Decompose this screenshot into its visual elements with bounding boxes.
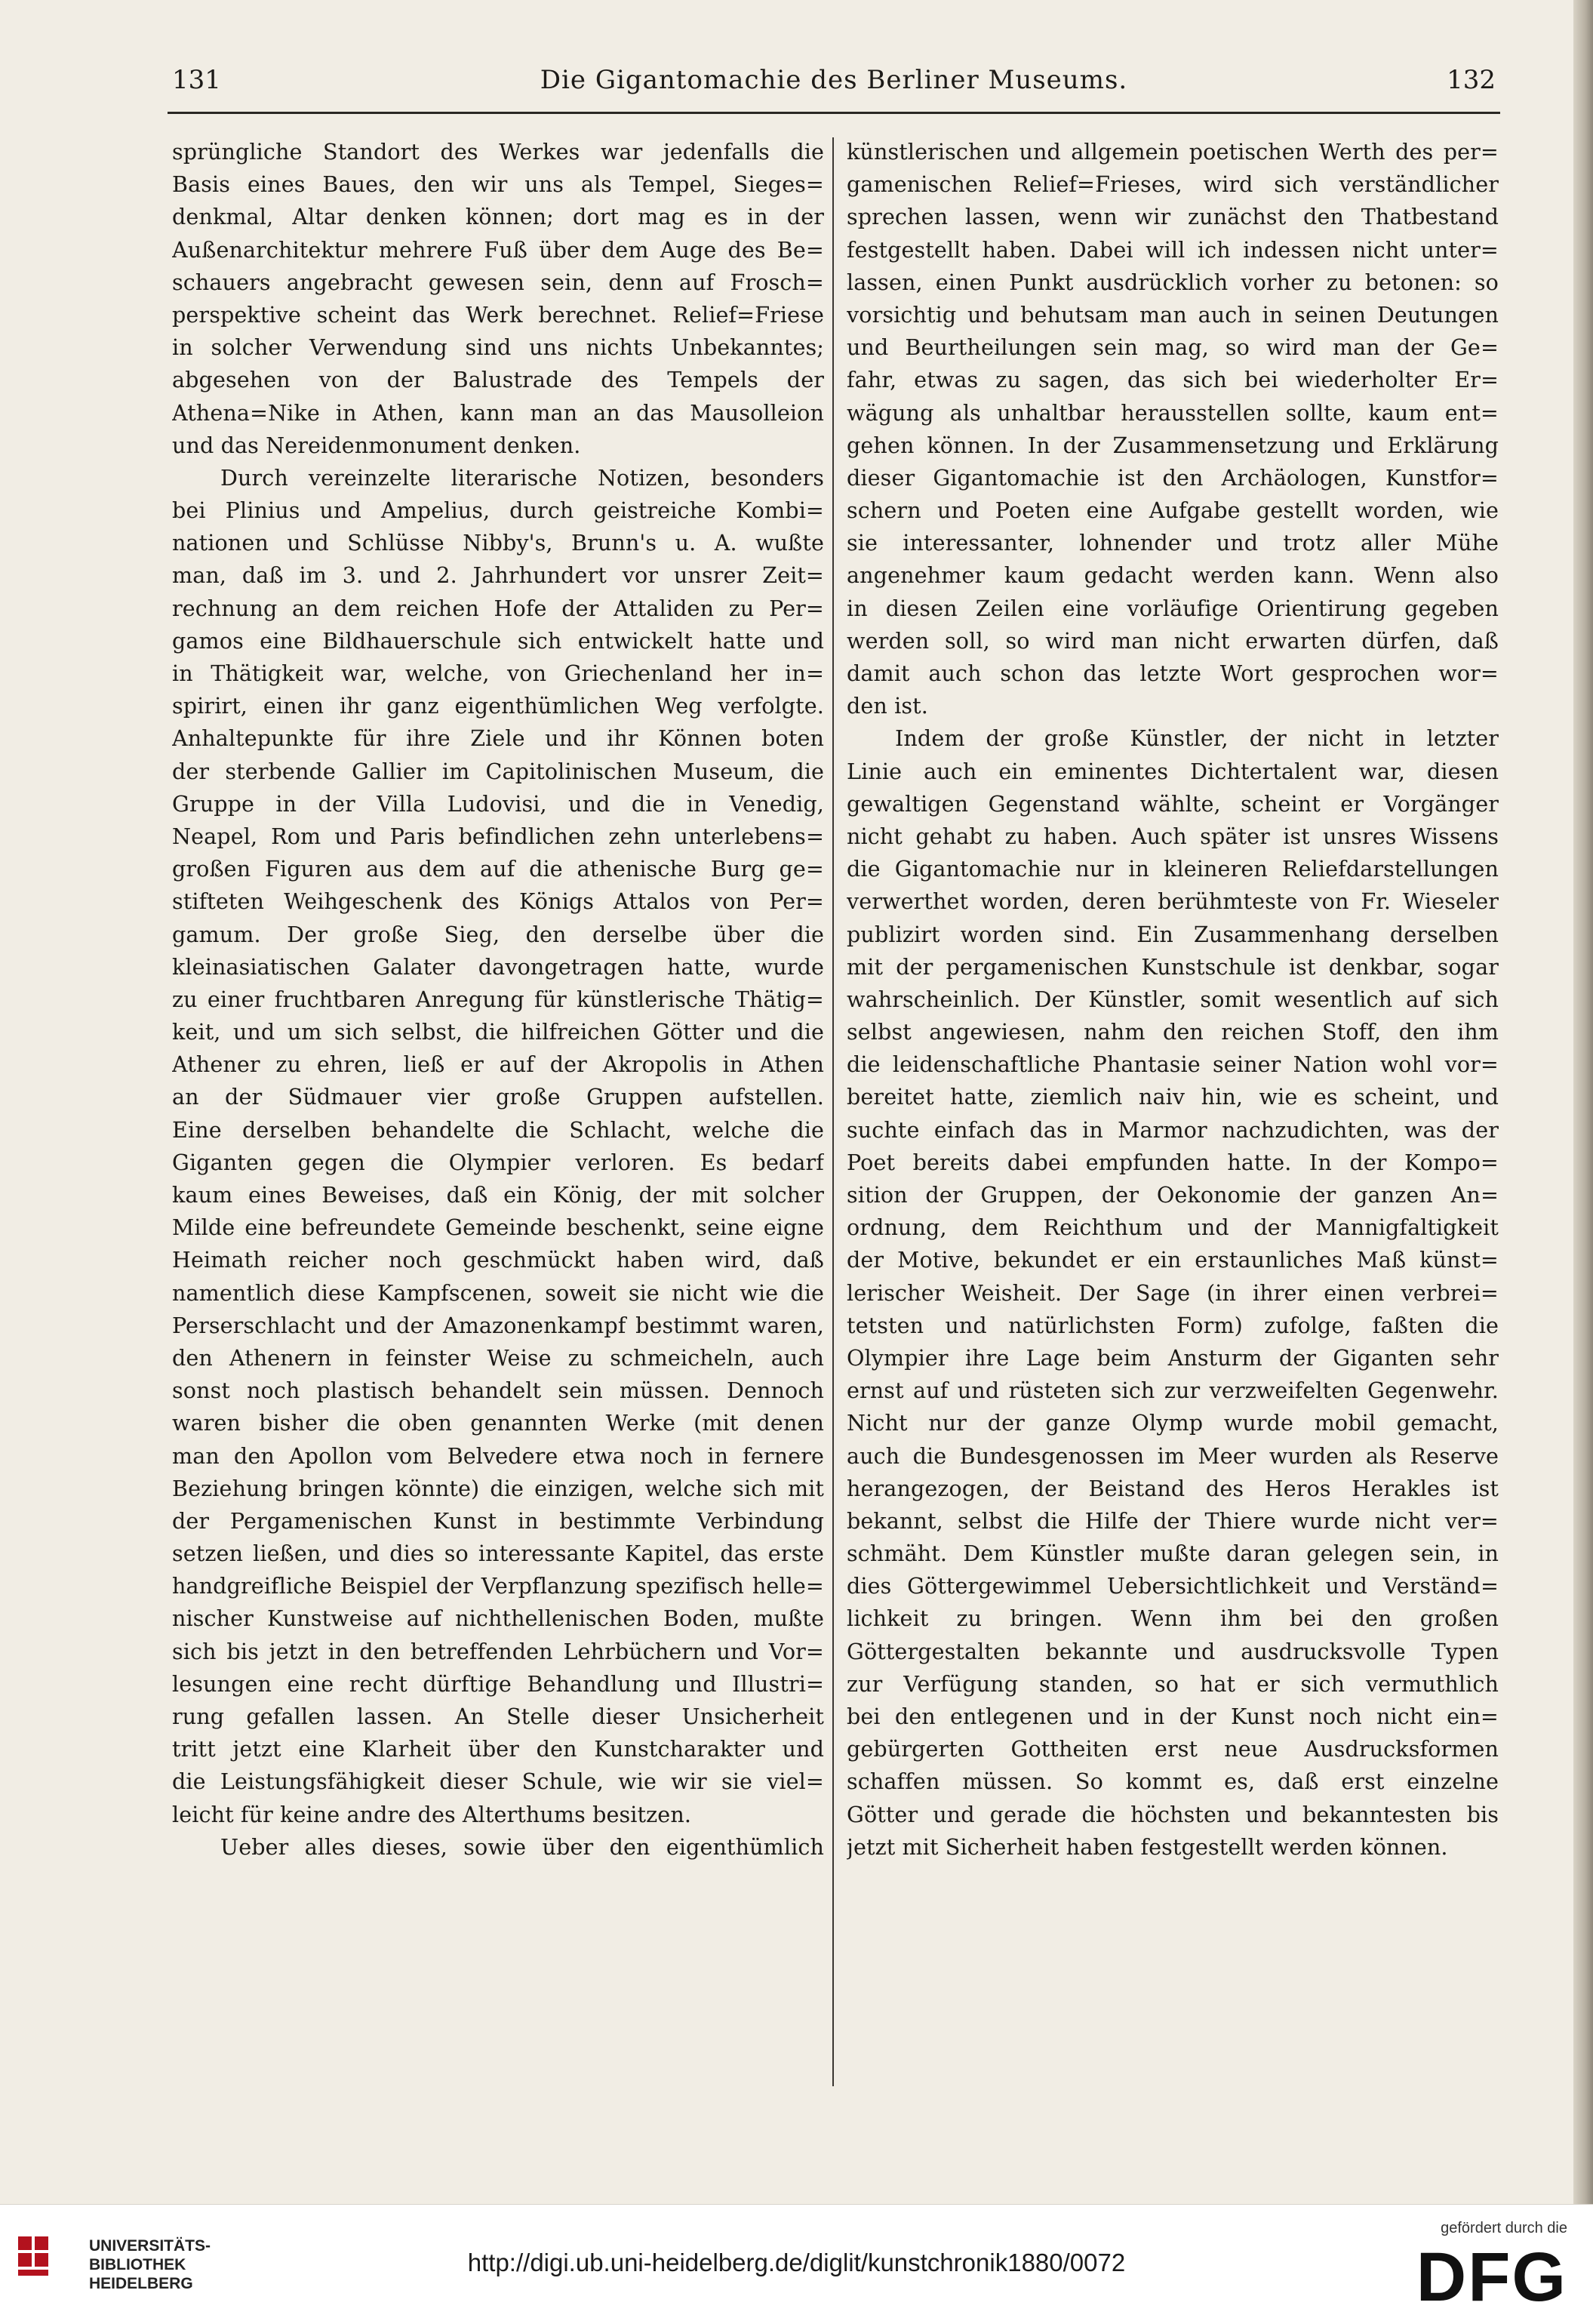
text-line: zu einer fruchtbaren Anregung für künstlerische Thätig= [172, 986, 824, 1012]
text-line: ernst auf und rüsteten sich zur verzweifelten Gegenwehr. [847, 1377, 1499, 1404]
text-line: in solcher Verwendung sind uns nichts Unbekanntes; [172, 334, 824, 361]
text-line: man den Apollon vom Belvedere etwa noch in fernere [172, 1442, 824, 1469]
text-line: Poet bereits dabei empfunden hatte. In der Kompo= [847, 1149, 1499, 1175]
text-line: Götter und gerade die höchsten und bekanntesten bis [847, 1801, 1499, 1827]
text-line: tetsten und natürlichsten Form) zufolge, faßten die [847, 1312, 1499, 1338]
text-line: gamenischen Relief=Frieses, wird sich verständlicher [847, 171, 1499, 198]
text-line: in diesen Zeilen eine vorläufige Orientirung gegeben [847, 595, 1499, 621]
text-line: und Beurtheilungen sein mag, so wird man der Ge= [847, 334, 1499, 361]
library-line: BIBLIOTHEK [89, 2256, 186, 2273]
text-line: spirirt, einen ihr ganz eigenthümlichen Weg verfolgte. [172, 693, 824, 719]
text-line: Athener zu ehren, ließ er auf der Akropolis in Athen [172, 1051, 824, 1078]
text-line: vorsichtig und behutsam man auch in seinen Deutungen [847, 301, 1499, 328]
text-line: Gruppe in der Villa Ludovisi, und die in Venedig, [172, 790, 824, 817]
text-line: publizirt worden sind. Ein Zusammenhang derselben [847, 921, 1499, 947]
text-line: der sterbende Gallier im Capitolinischen Museum, die [172, 758, 824, 784]
text-line: nicht gehabt zu haben. Auch später ist unsres Wissens [847, 823, 1499, 849]
text-line: bei Plinius und Ampelius, durch geistreiche Kombi= [172, 497, 824, 524]
right-column [847, 136, 1499, 2091]
text-line: gewaltigen Gegenstand wählte, scheint er Vorgänger [847, 790, 1499, 817]
text-line: lichkeit zu bringen. Wenn ihm bei den großen [847, 1605, 1499, 1632]
text-line: lerischer Weisheit. Der Sage (in ihrer einen verbrei= [847, 1279, 1499, 1306]
text-line: Ueber alles dieses, sowie über den eigenthümlich [220, 1833, 824, 1860]
text-line: ordnung, dem Reichthum und der Mannigfaltigkeit [847, 1214, 1499, 1241]
library-line: UNIVERSITÄTS- [89, 2237, 211, 2255]
text-line: Olympier ihre Lage beim Ansturm der Giganten sehr [847, 1344, 1499, 1371]
text-line: Durch vereinzelte literarische Notizen, besonders [220, 464, 824, 491]
text-line: rung gefallen lassen. An Stelle dieser Unsicherheit [172, 1704, 824, 1729]
text-line: bereitet hatte, ziemlich naiv hin, wie es scheint, und [847, 1084, 1499, 1110]
text-line: kleinasiatischen Galater davongetragen hatte, wurde [172, 953, 824, 980]
text-line: kaum eines Beweises, daß ein König, der mit solcher [172, 1182, 824, 1208]
text-line: sonst noch plastisch behandelt sein müssen. Dennoch [172, 1377, 824, 1404]
text-line: der Pergamenischen Kunst in bestimmte Verbindung [172, 1507, 824, 1534]
text-line: wägung als unhaltbar herausstellen sollte, kaum ent= [847, 399, 1499, 426]
text-line: Indem der große Künstler, der nicht in letzter [895, 725, 1499, 752]
text-line: bei den entlegenen und in der Kunst noch nicht ein= [847, 1704, 1499, 1729]
text-line: festgestellt haben. Dabei will ich indessen nicht unter= [847, 236, 1499, 263]
text-line: künstlerischen und allgemein poetischen Werth des per= [847, 139, 1499, 165]
page-number-right: 132 [1447, 65, 1496, 95]
text-line: die Gigantomachie nur in kleineren Reliefdarstellungen [847, 856, 1499, 882]
dfg-logo: DFG [1416, 2239, 1567, 2316]
text-line: Milde eine befreundete Gemeinde beschenkt, seine eigne [172, 1214, 824, 1241]
text-line: perspektive scheint das Werk berechnet. Relief=Friese [172, 301, 824, 328]
text-line: dies Göttergewimmel Uebersichtlichkeit und Verständ= [847, 1573, 1499, 1599]
text-line: handgreifliche Beispiel der Verpflanzung spezifisch helle= [172, 1573, 824, 1599]
text-line: sie interessanter, lohnender und trotz aller Mühe [847, 530, 1499, 556]
text-line: nischer Kunstweise auf nichthellenischen Boden, mußte [172, 1605, 824, 1632]
text-line: lesungen eine recht dürftige Behandlung und Illustri= [172, 1670, 824, 1697]
text-line: wahrscheinlich. Der Künstler, somit wesentlich auf sich [847, 986, 1499, 1012]
text-line: die Leistungsfähigkeit dieser Schule, wie wir sie viel= [172, 1768, 824, 1795]
text-line: damit auch schon das letzte Wort gesprochen wor= [847, 660, 1499, 686]
text-line: angenehmer kaum gedacht werden kann. Wenn also [847, 562, 1499, 589]
text-line: den ist. [847, 693, 928, 719]
running-header [172, 62, 1496, 104]
text-line: namentlich diese Kampfscenen, soweit sie nicht wie die [172, 1279, 824, 1306]
text-line: die leidenschaftliche Phantasie seiner Nation wohl vor= [847, 1051, 1499, 1078]
text-line: herangezogen, der Beistand des Heros Herakles ist [847, 1475, 1499, 1501]
text-line: abgesehen von der Balustrade des Tempels der [172, 367, 824, 393]
viewer-footer [0, 2204, 1593, 2324]
text-line: gehen können. In der Zusammensetzung und Erklärung [847, 432, 1499, 458]
text-line: schauers angebracht gewesen sein, denn auf Frosch= [172, 269, 824, 295]
text-line: in Thätigkeit war, welche, von Griechenland her in= [172, 660, 824, 686]
text-line: Giganten gegen die Olympier verloren. Es bedarf [172, 1149, 824, 1175]
text-line: und das Nereidenmonument denken. [172, 432, 581, 458]
text-line: man, daß im 3. und 2. Jahrhundert vor unsrer Zeit= [172, 562, 824, 589]
running-title: Die Gigantomachie des Berliner Museums. [540, 65, 1128, 95]
text-line: der Motive, bekundet er ein erstaunliches Maß künst= [847, 1247, 1499, 1273]
text-line: bekannt, selbst die Hilfe der Thiere wurde nicht ver= [847, 1507, 1499, 1534]
text-line: Nicht nur der ganze Olymp wurde mobil gemacht, [847, 1410, 1499, 1436]
text-line: Linie auch ein eminentes Dichtertalent war, diesen [847, 758, 1499, 784]
text-line: rechnung an dem reichen Hofe der Attaliden zu Per= [172, 595, 824, 621]
text-line: Außenarchitektur mehrere Fuß über dem Auge des Be= [172, 236, 824, 263]
text-line: zur Verfügung standen, so hat er sich vermuthlich [847, 1670, 1499, 1697]
text-line: an der Südmauer vier große Gruppen aufstellen. [172, 1084, 824, 1110]
text-line: selbst angewiesen, nahm den reichen Stoff, den ihm [847, 1019, 1499, 1045]
funded-by-label: gefördert durch die [1441, 2220, 1567, 2236]
text-line: lassen, einen Punkt ausdrücklich vorher zu betonen: so [847, 269, 1499, 295]
text-line: mit der pergamenischen Kunstschule ist denkbar, sogar [847, 953, 1499, 980]
text-line: Heimath reicher noch geschmückt haben wird, daß [172, 1247, 824, 1273]
text-line: sprüngliche Standort des Werkes war jedenfalls die [172, 139, 824, 165]
permalink-url[interactable]: http://digi.ub.uni-heidelberg.de/diglit/kunstchronik1880/0072 [467, 2249, 1126, 2276]
text-line: verwerthet worden, deren berühmteste von Fr. Wieseler [847, 888, 1499, 915]
text-line: schern und Poeten eine Aufgabe gestellt worden, wie [847, 497, 1499, 524]
text-line: sich bis jetzt in den betreffenden Lehrbüchern und Vor= [172, 1638, 824, 1664]
column-divider [832, 137, 834, 2086]
text-line: suchte einfach das in Marmor nachzudichten, was der [847, 1116, 1499, 1143]
text-line: auch die Bundesgenossen im Meer wurden als Reserve [847, 1442, 1499, 1469]
text-line: keit, und um sich selbst, die hilfreichen Götter und die [172, 1019, 824, 1045]
text-line: Beziehung bringen könnte) die einzigen, welche sich mit [172, 1475, 824, 1501]
text-line: gamos eine Bildhauerschule sich entwickelt hatte und [172, 627, 824, 654]
text-line: Neapel, Rom und Paris befindlichen zehn unterlebens= [172, 823, 824, 849]
text-line: Göttergestalten bekannte und ausdrucksvolle Typen [847, 1638, 1499, 1664]
text-line: schmäht. Dem Künstler mußte daran gelegen sein, in [847, 1541, 1499, 1567]
text-line: jetzt mit Sicherheit haben festgestellt werden können. [847, 1833, 1448, 1860]
text-line: setzen ließen, und dies so interessante Kapitel, das erste [172, 1541, 824, 1567]
text-line: Perserschlacht und der Amazonenkampf bestimmt waren, [172, 1312, 824, 1338]
text-line: gebürgerten Gottheiten erst neue Ausdrucksformen [847, 1736, 1499, 1762]
text-line: gamum. Der große Sieg, den derselbe über die [172, 921, 824, 947]
text-line: schaffen müssen. So kommt es, daß erst einzelne [847, 1768, 1499, 1795]
text-line: sition der Gruppen, der Oekonomie der ganzen An= [847, 1182, 1499, 1208]
text-line: großen Figuren aus dem auf die athenische Burg ge= [172, 856, 824, 882]
page-number-left: 131 [172, 65, 221, 95]
text-line: leicht für keine andre des Alterthums besitzen. [172, 1801, 692, 1827]
text-line: nationen und Schlüsse Nibby's, Brunn's u. A. wußte [172, 530, 824, 556]
text-line: werden soll, so wird man nicht erwarten dürfen, daß [847, 627, 1499, 654]
text-line: den Athenern in feinster Weise zu schmeicheln, auch [172, 1344, 824, 1371]
header-rule [168, 112, 1500, 114]
text-line: denkmal, Altar denken können; dort mag es in der [172, 204, 824, 230]
page-edge [1573, 0, 1593, 2204]
text-line: tritt jetzt eine Klarheit über den Kunstcharakter und [172, 1736, 824, 1762]
text-line: fahr, etwas zu sagen, das sich bei wiederholter Er= [847, 367, 1499, 393]
text-line: sprechen lassen, wenn wir zunächst den Thatbestand [847, 204, 1499, 230]
text-line: Athena=Nike in Athen, kann man an das Mausolleion [172, 399, 824, 426]
text-line: Basis eines Baues, den wir uns als Tempel, Sieges= [172, 171, 824, 198]
text-line: Anhaltepunkte für ihre Ziele und ihr Können boten [172, 725, 824, 752]
text-line: dieser Gigantomachie ist den Archäologen, Kunstfor= [847, 464, 1499, 491]
text-line: Eine derselben behandelte die Schlacht, welche die [172, 1116, 824, 1143]
text-line: waren bisher die oben genannten Werke (mit denen [172, 1410, 824, 1436]
library-line: HEIDELBERG [89, 2275, 193, 2292]
text-line: stifteten Weihgeschenk des Königs Attalos von Per= [172, 888, 824, 915]
left-column [172, 136, 824, 2091]
